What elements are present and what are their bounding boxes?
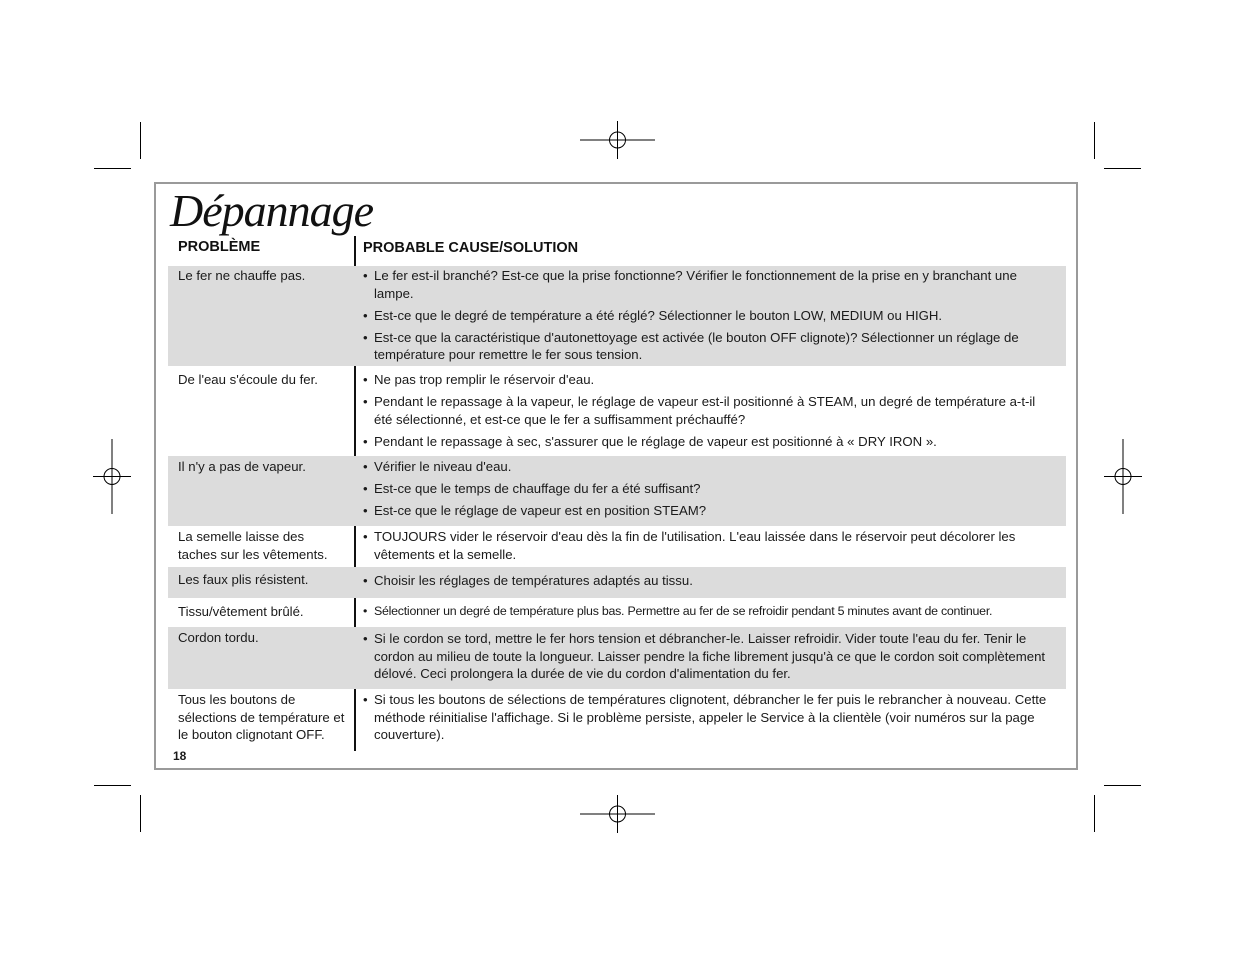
problem-cell: Il n'y a pas de vapeur.: [178, 459, 306, 474]
problem-cell: De l'eau s'écoule du fer.: [178, 372, 318, 387]
table-row: [168, 456, 1066, 526]
solution-list: [363, 603, 1063, 625]
crop-mark: [94, 785, 131, 786]
registration-mark-icon: [580, 121, 655, 159]
solution-item: • Est-ce que la caractéristique d'autonettoyage est activée (le bouton OFF clignote)? Sélectionner un réglage de température pour remettre le fer sous tension.: [363, 329, 1053, 364]
column-header-problem: PROBLÈME: [178, 239, 261, 255]
solution-item: • Si le cordon se tord, mettre le fer hors tension et débrancher-le. Laisser refroidir. Vider toute l'eau du fer. Tenir le cordon au milieu de toute la longueur. Laisser pendre la fiche librement jusqu'à ce que le cordon soit complètement délové. Ceci prolongera la durée de vie du cordon d'alimentation du fer.: [363, 630, 1053, 683]
solution-list: [363, 572, 1053, 594]
table-row: [168, 598, 1066, 627]
crop-mark: [1104, 785, 1141, 786]
page-title: Dépannage: [170, 185, 374, 236]
solution-item: • Sélectionner un degré de température plus bas. Permettre au fer de se refroidir pendant 5 minutes avant de continuer.: [363, 603, 1063, 621]
table-row: [168, 526, 1066, 567]
problem-cell: Tissu/vêtement brûlé.: [178, 604, 304, 619]
crop-mark: [1094, 122, 1095, 159]
solution-list: [363, 267, 1053, 368]
crop-mark: [140, 795, 141, 832]
crop-mark: [94, 168, 131, 169]
registration-mark-icon: [1104, 439, 1142, 514]
solution-list: [363, 458, 1053, 524]
solution-item: • Si tous les boutons de sélections de températures clignotent, débrancher le fer puis le rebrancher à nouveau. Cette méthode réinitialise l'affichage. Si le problème persiste, appeler le Service à la clientèle (voir numéros sur la page couverture).: [363, 691, 1053, 744]
problem-cell: Les faux plis résistent.: [178, 572, 309, 587]
problem-cell: Cordon tordu.: [178, 630, 259, 645]
table-row: [168, 266, 1066, 366]
solution-list: [363, 371, 1053, 455]
table-row: [168, 689, 1066, 749]
solution-list: [363, 691, 1053, 748]
page-number: 18: [173, 749, 187, 763]
solution-item: • Le fer est-il branché? Est-ce que la prise fonctionne? Vérifier le fonctionnement de la prise en y branchant une lampe.: [363, 267, 1053, 302]
table-row: [168, 567, 1066, 598]
solution-item: • Pendant le repassage à la vapeur, le réglage de vapeur est-il positionné à STEAM, un degré de température a-t-il été sélectionné, et est-ce que le fer a suffisamment préchauffé?: [363, 393, 1053, 428]
solution-item: • Est-ce que le réglage de vapeur est en position STEAM?: [363, 502, 1053, 520]
registration-mark-icon: [93, 439, 131, 514]
solution-item: • Est-ce que le degré de température a été réglé? Sélectionner le bouton LOW, MEDIUM ou HIGH.: [363, 307, 1053, 325]
crop-mark: [1104, 168, 1141, 169]
table-row: [168, 627, 1066, 689]
crop-mark: [1094, 795, 1095, 832]
problem-cell: Tous les boutons de sélections de température et le bouton clignotant OFF.: [178, 692, 345, 742]
solution-list: [363, 528, 1053, 568]
solution-item: • TOUJOURS vider le réservoir d'eau dès la fin de l'utilisation. L'eau laissée dans le réservoir peut décolorer les vêtements et la semelle.: [363, 528, 1053, 563]
column-header-solution: PROBABLE CAUSE/SOLUTION: [363, 240, 579, 256]
problem-cell: Le fer ne chauffe pas.: [178, 268, 306, 283]
solution-list: [363, 630, 1053, 687]
solution-item: • Vérifier le niveau d'eau.: [363, 458, 1053, 476]
problem-cell: La semelle laisse des taches sur les vêtements.: [178, 529, 328, 562]
solution-item: • Pendant le repassage à sec, s'assurer que le réglage de vapeur est positionné à « DRY IRON ».: [363, 433, 1053, 451]
table-row: [168, 366, 1066, 456]
crop-mark: [140, 122, 141, 159]
solution-item: • Choisir les réglages de températures adaptés au tissu.: [363, 572, 1053, 590]
solution-item: • Est-ce que le temps de chauffage du fer a été suffisant?: [363, 480, 1053, 498]
solution-item: • Ne pas trop remplir le réservoir d'eau.: [363, 371, 1053, 389]
registration-mark-icon: [580, 795, 655, 833]
